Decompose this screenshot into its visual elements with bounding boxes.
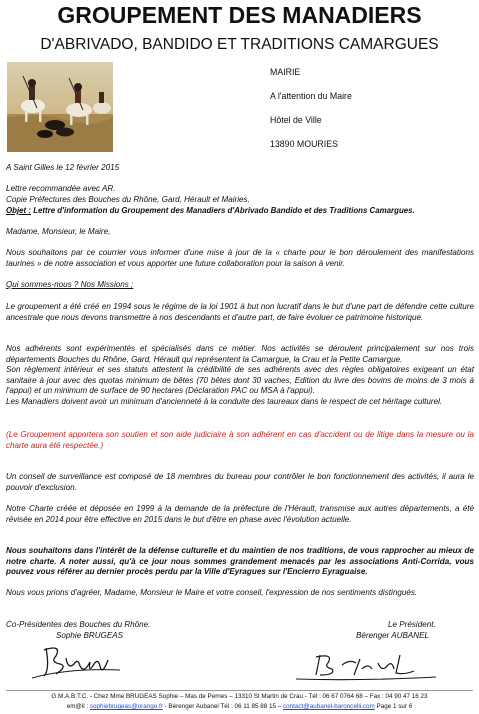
wish-paragraph: Nous souhaitons dans l'intérêt de la défense culturelle et du maintien de nos traditions, de vous rapprocher au mieux de notre charte. A noter aussi, qu'à ce jour nous sommes grandement menacés par les associations Anti-Corrida, vous pouvez vous référer au dernier procès perdu par la Ville d'Eyragues sur l'Encierro Eyraguaise.: [6, 546, 474, 577]
recipient-line-2: A l'attention du Maire: [270, 91, 352, 101]
rules-paragraph: Son règlement intérieur et ses statuts attestent la crédibilité de ses adhérents avec des règles obligatoires exigeant un état sanitaire à jour avec des quotas minimum de bêtes (70 bêtes dont 30 vaches, Edition du livre des bovins de moins de 3 mois à l'appui) et un minimum de surface de 90 hectares (Déclaration PAC ou MSA à l'appui).: [6, 365, 474, 396]
recipient-line-4: 13890 MOURIES: [270, 139, 338, 149]
right-signature-image: [290, 645, 440, 685]
left-signature-image: [28, 640, 128, 682]
registered-mail-note: Lettre recommandée avec AR.: [6, 184, 116, 193]
recipient-line-3: Hôtel de Ville: [270, 115, 322, 125]
letter-object: [6, 206, 415, 215]
copies-note: Copie Préfectures des Bouches du Rhône, Gard, Hérault et Mairies.: [6, 195, 250, 204]
object-label: Objet :: [6, 206, 31, 215]
footer-phone-text: - Bérenger Aubanel Tél : 06 11 85 88 15 –: [162, 703, 283, 710]
recipient-line-1: MAIRIE: [270, 67, 301, 77]
council-paragraph: Un conseil de surveillance est composé de 18 membres du bureau pour contrôler le bon fonctionnement des activités, il aura le pouvoir d'exclusion.: [6, 472, 474, 492]
left-signatory-role: Co-Présidentes des Bouches du Rhône.: [6, 620, 151, 629]
footer-divider: [6, 690, 473, 691]
page-number: Page 1 sur 6: [374, 703, 413, 710]
seniority-paragraph: Les Manadiers doivent avoir un minimum d'ancienneté à la conduite des taureaux dans le respect de cet héritage culturel.: [6, 397, 443, 406]
members-paragraph: Nos adhérents sont expérimentés et spécialisés dans ce métier. Nos activités se déroulent principalement sur nos trois départements Bouches du Rhône, Gard, Hérault qui représentent la Camargue, la Crau et la Petite Camargue.: [6, 344, 474, 364]
footer-email-line: [0, 703, 479, 710]
history-paragraph: Le groupement a été créé en 1994 sous le régime de la loi 1901 à but non lucratif dans le but d'une part de défendre cette culture ancestrale que nous devons transmettre à nos descendants et d'autre part, de faire évoluer ce patrimoine historique.: [6, 302, 474, 322]
footer-contact-line: G.M.A.B.T.C. - Chez Mme BRUGEAS Sophie – Mas de Pernes – 13310 St Martin de Crau - Tél : 06 67 0764 68 – Fax : 04 90 47 16 23: [51, 693, 428, 700]
email-link-brugeas[interactable]: sophiebrugeas@orange.fr: [89, 703, 163, 710]
object-text: Lettre d'information du Groupement des Manadiers d'Abrivado Bandido et des Traditions Camargues.: [31, 206, 415, 215]
camargue-painting-image: [7, 62, 113, 152]
organization-subtitle: D'ABRIVADO, BANDIDO ET TRADITIONS CAMARGUES: [40, 36, 439, 53]
right-signatory-name: Bérenger AUBANEL: [356, 631, 430, 640]
email-label: em@il :: [66, 703, 90, 710]
who-we-are-heading: Qui sommes-nous ? Nos Missions ;: [6, 280, 134, 289]
charter-paragraph: Notre Charte créée et déposée en 1999 à la demande de la préfecture de l'Hérault, transmise aux autres départements, a été révisée en 2014 pour être effective en 2015 dans le but d'être en phase avec l'évolution actuelle.: [6, 504, 474, 524]
intro-paragraph: Nous souhaitons par ce courrier vous informer d'une mise à jour de la « charte pour le bon déroulement des manifestations taurines » de notre association et vous apporter une future collaboration pour la saison à venir.: [6, 248, 474, 268]
right-signatory-role: Le Président.: [388, 620, 436, 629]
organization-title: GROUPEMENT DES MANADIERS: [57, 2, 422, 28]
closing-formula: Nous vous prions d'agréer, Madame, Monsieur le Maire et votre conseil, l'expression de nos sentiments distingués.: [6, 588, 418, 597]
email-link-aubanel[interactable]: contact@aubanel-baroncelli.com: [283, 703, 375, 710]
support-paragraph: (Le Groupement apportera son soutien et son aide judiciaire à son adhérent en cas d'accident ou de litige dans la mesure ou la charte aura été respectée.): [6, 430, 474, 450]
letter-date: A Saint Gilles le 12 février 2015: [6, 163, 120, 172]
salutation: Madame, Monsieur, le Maire,: [6, 227, 111, 236]
left-signatory-name: Sophie BRUGEAS: [56, 631, 124, 640]
